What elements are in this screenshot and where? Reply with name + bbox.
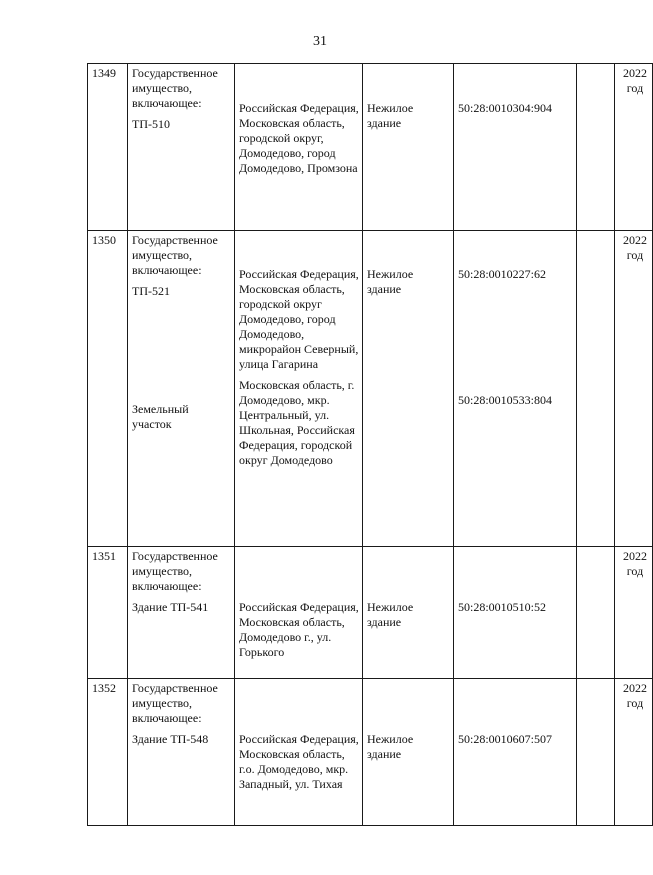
group-header: Государственное имущество, включающее:	[132, 66, 218, 110]
object-name: Здание ТП-548	[132, 732, 209, 746]
row-number: 1352	[88, 679, 128, 826]
object-type: Нежилое здание	[367, 732, 414, 761]
cadastral-number: 50:28:0010304:904	[458, 101, 553, 115]
cadastral-cell	[454, 64, 577, 231]
object-name-cell	[128, 231, 235, 547]
cadastral-cell	[454, 547, 577, 679]
object-address: Российская Федерация, Московская область, Домодедово г., ул. Горького	[239, 600, 359, 659]
transfer-year: 2022 год	[623, 549, 647, 578]
table-row	[88, 547, 653, 679]
object-type-cell	[363, 547, 454, 679]
object-type: Нежилое здание	[367, 600, 414, 629]
cadastral-number: 50:28:0010510:52	[458, 600, 547, 614]
address-cell	[235, 547, 363, 679]
object-type: Нежилое здание	[367, 267, 414, 296]
object-type: Нежилое здание	[367, 101, 414, 130]
object-type-cell	[363, 64, 454, 231]
cadastral-number: 50:28:0010607:507	[458, 732, 553, 746]
group-header: Государственное имущество, включающее:	[132, 549, 218, 593]
object-type-cell	[363, 679, 454, 826]
object-address: Российская Федерация, Московская область, г.о. Домодедово, мкр. Западный, ул. Тихая	[239, 732, 359, 791]
table-row	[88, 231, 653, 547]
year-cell	[615, 231, 653, 547]
object-name-cell	[128, 64, 235, 231]
object-name-cell	[128, 547, 235, 679]
table-row	[88, 64, 653, 231]
cadastral-number: 50:28:0010227:62	[458, 267, 547, 281]
cadastral-cell	[454, 231, 577, 547]
page-number: 31	[313, 34, 327, 49]
object-name-cell	[128, 679, 235, 826]
object-name: ТП-510	[132, 117, 170, 131]
object-address: Российская Федерация, Московская область, городской округ Домодедово, город Домодедово, микрорайон Северный, улица Гагарина	[239, 267, 359, 371]
row-number: 1350	[88, 231, 128, 547]
cadastral-number: 50:28:0010533:804	[458, 393, 553, 407]
year-cell	[615, 547, 653, 679]
row-number: 1351	[88, 547, 128, 679]
empty-cell	[577, 547, 615, 679]
object-name: ТП-521	[132, 284, 170, 298]
address-cell	[235, 64, 363, 231]
transfer-year: 2022 год	[623, 66, 647, 95]
year-cell	[615, 64, 653, 231]
transfer-year: 2022 год	[623, 681, 647, 710]
object-name: Здание ТП-541	[132, 600, 209, 614]
row-number: 1349	[88, 64, 128, 231]
object-type-cell	[363, 231, 454, 547]
year-cell	[615, 679, 653, 826]
transfer-year: 2022 год	[623, 233, 647, 262]
table-row	[88, 679, 653, 826]
cadastral-cell	[454, 679, 577, 826]
group-header: Государственное имущество, включающее:	[132, 233, 218, 277]
empty-cell	[577, 231, 615, 547]
object-address: Московская область, г. Домодедово, мкр. Центральный, ул. Школьная, Российская Федерация, городской округ Домодедово	[239, 378, 355, 467]
object-name: Земельный участок	[132, 402, 189, 431]
empty-cell	[577, 64, 615, 231]
property-registry-table	[87, 63, 653, 826]
group-header: Государственное имущество, включающее:	[132, 681, 218, 725]
empty-cell	[577, 679, 615, 826]
address-cell	[235, 679, 363, 826]
address-cell	[235, 231, 363, 547]
object-address: Российская Федерация, Московская область, городской округ, Домодедово, город Домодедово, Промзона	[239, 101, 359, 175]
